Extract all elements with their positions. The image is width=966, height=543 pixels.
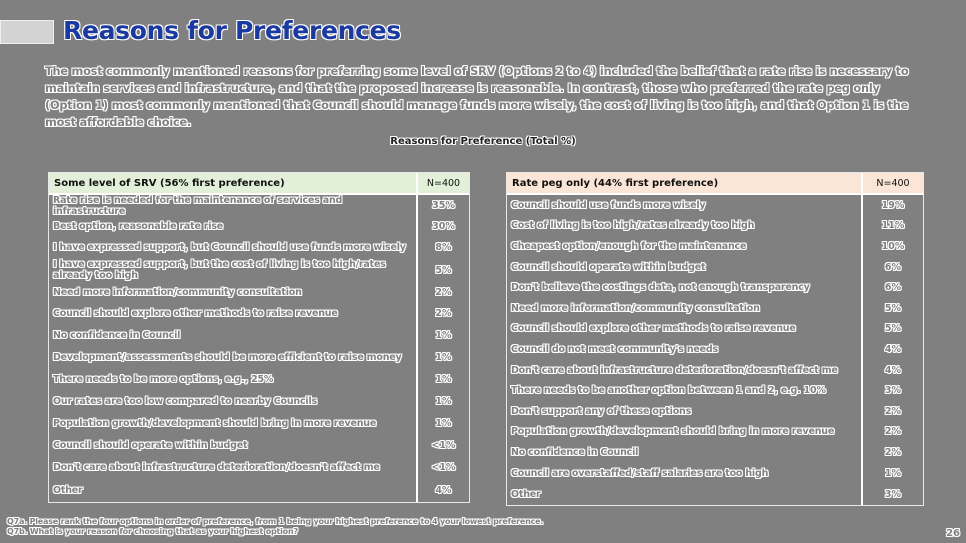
- table-row-label: I have expressed support, but Council should use funds more wisely: [53, 242, 406, 253]
- table-row-label: Cost of living is too high/rates already too high: [511, 220, 755, 232]
- table-row-label: Council do not meet community's needs: [511, 343, 718, 355]
- table-row-value: 1%: [435, 329, 452, 341]
- table-header: [49, 173, 469, 193]
- table-row-value: 2%: [435, 307, 452, 319]
- percent-column: [416, 193, 469, 502]
- table-row-label: No confidence in Council: [511, 446, 639, 458]
- table-row-value: 4%: [884, 343, 902, 355]
- table-row-value: 5%: [884, 323, 902, 335]
- table-row-label: Rate rise is needed for the maintenance of services and infrastructure: [53, 194, 343, 217]
- table-row-label: Cheapest option/enough for the maintenance: [511, 240, 747, 252]
- table-row-label: Development/assessments should be more efficient to raise money: [53, 351, 402, 363]
- intro-paragraph: The most commonly mentioned reasons for preferring some level of SRV (Options 2 to 4) included the belief that a rate rise is necessary to maintain services and infrastructure, and that the proposed increase is reasonable. In contrast, those who preferred the rate peg only (Option 1) most commonly mentioned that Council should manage funds more wisely, the cost of living is too high, and that Option 1 is the most affordable choice.: [45, 65, 909, 129]
- table-row-label: Need more information/community consultation: [53, 286, 302, 298]
- table-header-label: Rate peg only (44% first preference): [512, 177, 719, 189]
- table-row-value: 4%: [435, 484, 452, 496]
- table-row-value: 11%: [881, 220, 905, 232]
- table-header-label: Some level of SRV (56% first preference): [54, 177, 285, 189]
- table-row-label: Council should operate within budget: [511, 261, 706, 273]
- table-row-value: 3%: [884, 385, 902, 397]
- table-row-label: Don't care about infrastructure deterioration/doesn't affect me: [511, 364, 838, 376]
- reason-column: [49, 193, 416, 502]
- table-body: [49, 193, 469, 502]
- table-row-value: 1%: [435, 417, 452, 429]
- srv-reasons-table: [48, 172, 470, 503]
- table-row-value: 5%: [435, 264, 452, 276]
- table-row-label: Best option, reasonable rate rise: [53, 221, 224, 232]
- rate-peg-reasons-table: [506, 172, 924, 506]
- table-row-value: 1%: [435, 395, 452, 407]
- percent-column: [861, 193, 923, 505]
- table-row-label: Council should explore other methods to raise revenue: [53, 307, 338, 319]
- table-row-value: 35%: [432, 200, 455, 211]
- title-accent-bar: [0, 20, 54, 44]
- table-row-value: <1%: [431, 439, 456, 451]
- table-row-value: 30%: [432, 221, 455, 232]
- table-row-label: Council should explore other methods to raise revenue: [511, 323, 796, 335]
- footnote-q7b: Q7b. What is your reason for choosing that as your highest option?: [7, 527, 298, 536]
- table-header: [507, 173, 923, 193]
- table-row-label: Don't support any of these options: [511, 405, 692, 417]
- table-row-value: 5%: [884, 302, 902, 314]
- table-row-label: Other: [53, 484, 83, 496]
- table-row-label: Our rates are too low compared to nearby Councils: [53, 395, 317, 407]
- table-row-label: Population growth/development should bring in more revenue: [53, 417, 377, 429]
- table-row-value: 2%: [884, 405, 902, 417]
- table-row-value: 1%: [435, 373, 452, 385]
- table-row-label: Don't believe the costings data, not enough transparency: [511, 282, 810, 294]
- reason-column: [507, 193, 861, 505]
- table-row-value: 19%: [881, 199, 905, 211]
- footnote: [7, 517, 543, 537]
- page-title: Reasons for Preferences: [63, 16, 401, 45]
- table-body: [507, 193, 923, 505]
- footnote-q7a: Q7a. Please rank the four options in order of preference, from 1 being your highest preference to 4 your lowest preference.: [7, 517, 544, 526]
- table-row-label: Council are overstaffed/staff salaries are too high: [511, 467, 769, 479]
- sample-size: N=400: [861, 173, 923, 193]
- table-row-label: Other: [511, 488, 541, 500]
- table-row-value: 4%: [884, 364, 902, 376]
- sample-size: N=400: [416, 173, 469, 193]
- table-row-label: I have expressed support, but the cost of living is too high/rates already too high: [53, 259, 386, 281]
- table-row-label: Need more information/community consultation: [511, 302, 760, 314]
- table-section-title: Reasons for Preference (Total %): [390, 136, 576, 147]
- table-row-value: 3%: [884, 488, 902, 500]
- table-row-label: Population growth/development should bring in more revenue: [511, 426, 835, 438]
- table-row-label: Council should use funds more wisely: [511, 199, 706, 211]
- table-row-value: <1%: [431, 461, 456, 473]
- table-row-value: 2%: [884, 426, 902, 438]
- table-row-label: Don't care about infrastructure deterioration/doesn't affect me: [53, 461, 380, 473]
- table-row-label: No confidence in Council: [53, 329, 181, 341]
- table-row-value: 1%: [435, 351, 452, 363]
- table-row-label: Council should operate within budget: [53, 439, 248, 451]
- table-row-value: 2%: [435, 286, 452, 298]
- table-row-value: 2%: [884, 446, 902, 458]
- table-row-value: 6%: [884, 282, 902, 294]
- table-row-label: There needs to be more options, e.g., 25%: [53, 373, 274, 385]
- table-row-value: 8%: [435, 242, 452, 253]
- table-row-label: There needs to be another option between 1 and 2, e.g. 10%: [511, 385, 826, 397]
- page-number: 26: [946, 528, 960, 539]
- table-row-value: 1%: [884, 467, 902, 479]
- table-row-value: 6%: [884, 261, 902, 273]
- table-row-value: 10%: [881, 240, 905, 252]
